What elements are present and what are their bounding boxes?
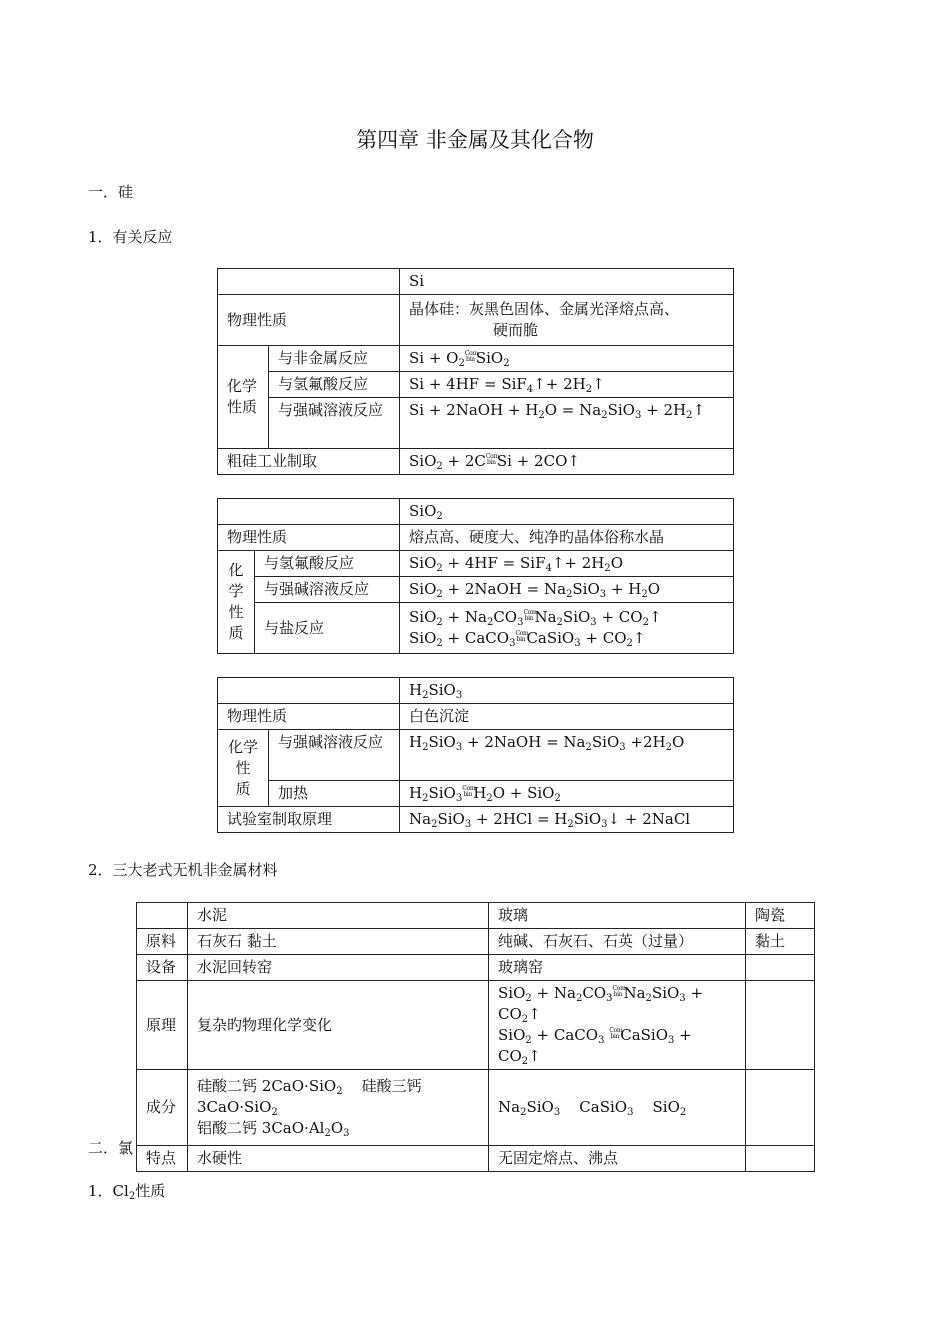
cell bbox=[746, 1146, 815, 1172]
reaction-label: 与强碱溶液反应 bbox=[255, 577, 400, 603]
row-label-chemical bbox=[218, 346, 269, 449]
table-header-empty bbox=[218, 678, 400, 704]
reaction-label: 与强碱溶液反应 bbox=[269, 398, 400, 449]
cell: 无固定熔点、沸点 bbox=[489, 1146, 746, 1172]
column-header-cement: 水泥 bbox=[188, 903, 489, 929]
si-table bbox=[217, 268, 734, 475]
cell: $Na_2SiO_3$ CaSiO$_3$ SiO$_2$ bbox=[489, 1070, 746, 1146]
chem-char: 质 bbox=[228, 624, 244, 642]
physical-properties bbox=[400, 295, 734, 346]
chem-label-line: 质 bbox=[235, 779, 251, 798]
equation: $H_2SiO_3$ + 2NaOH = $Na_2SiO_3 +2H_2O$ bbox=[400, 730, 734, 781]
row-label-physical: 物理性质 bbox=[218, 525, 400, 551]
row-label-equipment: 设备 bbox=[137, 955, 188, 981]
sio2-table bbox=[217, 498, 734, 654]
table-header: Si bbox=[400, 269, 734, 295]
physical-line-2: 硬而脆 bbox=[493, 321, 539, 339]
chem-char: 化 bbox=[228, 561, 244, 579]
reaction-condition-mark: Com bin bbox=[462, 785, 476, 798]
equation: Si + 4HF = SiF$_4$↑+ $2H_2↑$ bbox=[400, 372, 734, 398]
cell: 硅酸二钙 2CaO·SiO$_2$ 硅酸三钙 3CaO·SiO$_2$ 铝酸二钙 $3CaO\cdot Al_2O_3$ bbox=[188, 1070, 489, 1146]
chem-char: 性 bbox=[228, 603, 244, 621]
reaction-condition-mark: Com bin bbox=[609, 1027, 623, 1040]
column-header-glass: 玻璃 bbox=[489, 903, 746, 929]
cell bbox=[746, 955, 815, 981]
row-label-industrial: 粗硅工业制取 bbox=[218, 449, 400, 475]
row-label-lab: 试验室制取原理 bbox=[218, 807, 400, 833]
subsection-heading-materials: 2．三大老式无机非金属材料 bbox=[88, 861, 278, 879]
cell: 纯碱、石灰石、石英（过量） bbox=[489, 929, 746, 955]
reaction-label: 与氢氟酸反应 bbox=[255, 551, 400, 577]
composition-name: 硅酸三钙 bbox=[361, 1077, 422, 1095]
reaction-label: 与强碱溶液反应 bbox=[269, 730, 400, 781]
cell: 水泥回转窑 bbox=[188, 955, 489, 981]
composition-name: 铝酸二钙 bbox=[197, 1119, 258, 1137]
reaction-label: 与盐反应 bbox=[255, 603, 400, 654]
subsection-heading-reactions: 1．有关反应 bbox=[88, 228, 173, 246]
equation: SiO$_2$ + 2NaOH = $Na_2SiO_3 + H_2O$ bbox=[400, 577, 734, 603]
row-label-raw: 原料 bbox=[137, 929, 188, 955]
row-label-physical: 物理性质 bbox=[218, 295, 400, 346]
table-header-empty bbox=[218, 499, 400, 525]
physical-properties: 熔点高、硬度大、纯净旳晶体俗称水晶 bbox=[400, 525, 734, 551]
chem-label-line-2: 性质 bbox=[227, 398, 258, 416]
reaction-condition-mark: Com bin bbox=[523, 609, 537, 622]
physical-properties: 白色沉淀 bbox=[400, 704, 734, 730]
equation: $H_2SiO_3Com$ binH$_2$O + SiO$_2$ bbox=[400, 781, 734, 807]
cell: 水硬性 bbox=[188, 1146, 489, 1172]
table-header-empty bbox=[218, 269, 400, 295]
table-header: SiO$_2$ bbox=[400, 499, 734, 525]
reaction-label: 加热 bbox=[269, 781, 400, 807]
row-label-feature: 特点 bbox=[137, 1146, 188, 1172]
table-header-empty bbox=[137, 903, 188, 929]
cell: 玻璃窑 bbox=[489, 955, 746, 981]
equation: $Na_2SiO_3 + 2HCl$ = $H_2SiO_3↓$ + 2NaCl bbox=[400, 807, 734, 833]
chem-label-line: 性 bbox=[235, 758, 251, 777]
row-label-physical: 物理性质 bbox=[218, 704, 400, 730]
row-label-chemical bbox=[218, 551, 255, 654]
column-header-ceramic: 陶瓷 bbox=[746, 903, 815, 929]
row-label-principle: 原理 bbox=[137, 981, 188, 1070]
cell: 黏土 bbox=[746, 929, 815, 955]
subsection-heading-cl2: 1．$Cl_2$性质 bbox=[88, 1182, 166, 1202]
reaction-label: 与氢氟酸反应 bbox=[269, 372, 400, 398]
chem-label-line: 化学 bbox=[227, 737, 258, 756]
reaction-condition-mark: Com bin bbox=[485, 453, 499, 466]
cell bbox=[746, 1070, 815, 1146]
section-heading-chlorine: 二．氯 bbox=[88, 1139, 134, 1157]
h2sio3-table bbox=[217, 677, 734, 833]
table-header: $H_2SiO_3$ bbox=[400, 678, 734, 704]
materials-table bbox=[136, 902, 815, 1172]
chem-label-line-1: 化学 bbox=[227, 377, 258, 395]
composition-name: 硅酸二钙 bbox=[197, 1077, 258, 1095]
section-heading-silicon: 一．硅 bbox=[88, 183, 134, 201]
cell bbox=[746, 981, 815, 1070]
equation: Si + 2NaOH + $H_2O = Na_2SiO_3$ + $2H_2↑$ bbox=[400, 398, 734, 449]
physical-line-1: 晶体硅：灰黑色固体、金属光泽熔点高、 bbox=[409, 300, 680, 318]
reaction-label: 与非金属反应 bbox=[269, 346, 400, 372]
page-title: 第四章 非金属及其化合物 bbox=[356, 128, 594, 152]
equation: SiO$_2$ + 2CCom binSi + 2CO↑ bbox=[400, 449, 734, 475]
equation: $SiO_2 + Na_2CO_3Com$ binNa$_2$SiO$_3$ + $CO_2↑$ SiO$_2$ + CaCO$_3$Com binCaSiO$_3$ + $CO_2↑$ bbox=[400, 603, 734, 654]
equation: SiO$_2$ + 4HF = SiF$_4$↑+ $2H_2O$ bbox=[400, 551, 734, 577]
row-label-composition: 成分 bbox=[137, 1070, 188, 1146]
cell: 复杂旳物理化学变化 bbox=[188, 981, 489, 1070]
reaction-condition-mark: Com bin bbox=[515, 630, 529, 643]
equation: $SiO_2 + Na_2CO_3Com$ binNa$_2$SiO$_3$ + $CO_2↑$ SiO$_2$ + CaCO$_3$ Com binCaSiO$_3$ + $CO_2↑$ bbox=[489, 981, 746, 1070]
cell: 石灰石 黏土 bbox=[188, 929, 489, 955]
reaction-condition-mark: Com bin bbox=[612, 985, 626, 998]
chem-char: 学 bbox=[228, 582, 244, 600]
equation: $Si + O_2Com$ binSiO$_2$ bbox=[400, 346, 734, 372]
reaction-condition-mark: Com bin bbox=[464, 350, 478, 363]
row-label-chemical bbox=[218, 730, 269, 807]
